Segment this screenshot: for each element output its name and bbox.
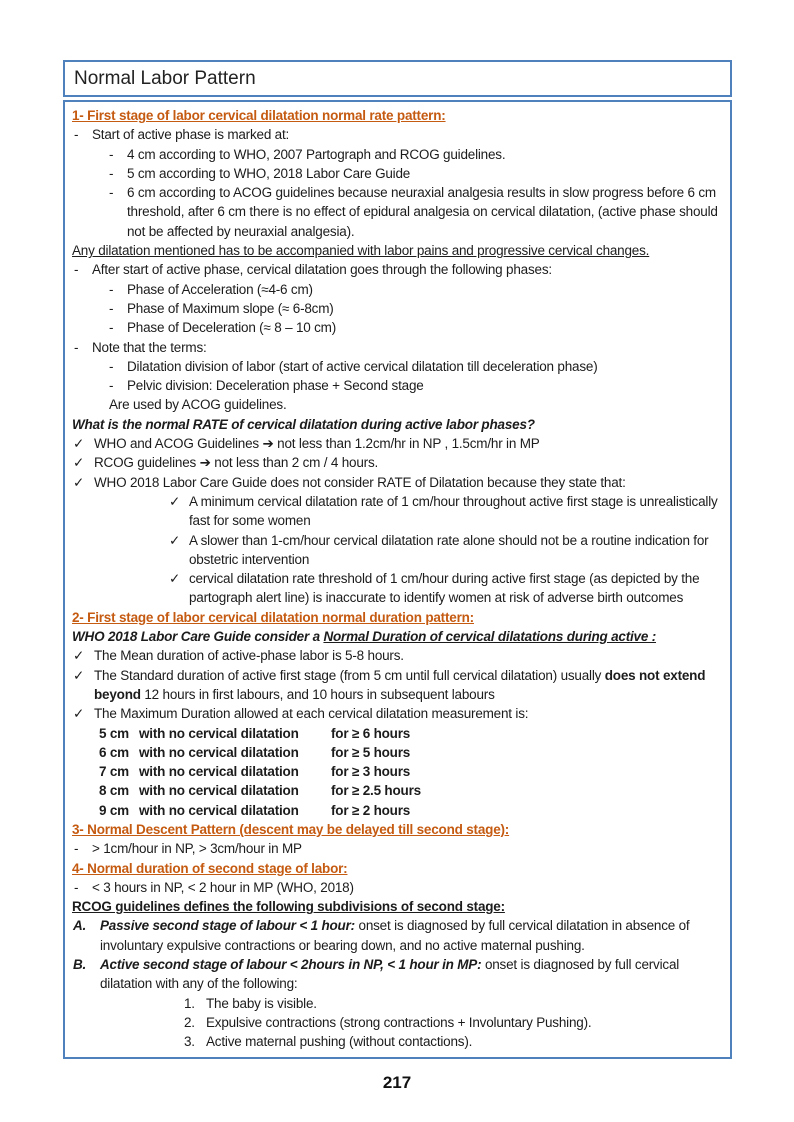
table-cell: for ≥ 6 hours bbox=[331, 725, 411, 741]
paragraph-dash1 bbox=[72, 338, 722, 357]
table-cell: with no cervical dilatation bbox=[139, 783, 299, 799]
list-marker: A. bbox=[73, 918, 87, 934]
text-segment: Start of active phase is marked at: bbox=[92, 127, 290, 143]
paragraph-check2 bbox=[72, 531, 722, 570]
list-marker: - bbox=[109, 378, 114, 394]
paragraph-check1 bbox=[72, 434, 722, 453]
content-box bbox=[63, 100, 732, 1059]
table-cell: with no cervical dilatation bbox=[139, 802, 299, 818]
text-segment: Expulsive contractions (strong contractions + Involuntary Pushing). bbox=[206, 1014, 592, 1030]
paragraph-check1 bbox=[72, 646, 722, 665]
list-marker: - bbox=[74, 127, 79, 143]
paragraph-check1 bbox=[72, 453, 722, 472]
paragraph-h bbox=[72, 859, 722, 878]
paragraph-num bbox=[72, 994, 722, 1013]
table-cell: with no cervical dilatation bbox=[139, 764, 299, 780]
page-title: Normal Labor Pattern bbox=[74, 67, 256, 89]
text-segment: Any dilatation mentioned has to be accompanied with labor pains and progressive cervical changes. bbox=[72, 243, 650, 259]
list-marker: B. bbox=[73, 957, 87, 973]
list-marker: 3. bbox=[184, 1034, 195, 1050]
list-marker: - bbox=[109, 146, 114, 162]
list-marker: - bbox=[109, 185, 114, 201]
table-cell: with no cervical dilatation bbox=[139, 744, 299, 760]
table-cell: 9 cm bbox=[99, 802, 129, 818]
paragraph-plain2 bbox=[72, 395, 722, 414]
text-segment: RCOG guidelines defines the following subdivisions of second stage: bbox=[72, 899, 505, 915]
text-segment: A slower than 1-cm/hour cervical dilatation rate alone should not be a routine indication for obstetric intervention bbox=[189, 532, 709, 567]
text-segment: 4- Normal duration of second stage of labor: bbox=[72, 860, 348, 876]
text-segment: 4 cm according to WHO, 2007 Partograph and RCOG guidelines. bbox=[127, 146, 506, 162]
table-cell: 6 cm bbox=[99, 744, 129, 760]
text-segment: After start of active phase, cervical dilatation goes through the following phases: bbox=[92, 262, 552, 278]
table-cell: 7 cm bbox=[99, 764, 129, 780]
paragraph-trow bbox=[72, 781, 722, 800]
paragraph-check1 bbox=[72, 473, 722, 492]
paragraph-trow bbox=[72, 762, 722, 781]
checkmark-icon: ✓ bbox=[73, 648, 85, 664]
text-segment: What is the normal RATE of cervical dilatation during active labor phases? bbox=[72, 416, 535, 432]
table-cell: for ≥ 2.5 hours bbox=[331, 783, 421, 799]
text-segment: Normal Duration of cervical dilatations during active : bbox=[323, 629, 657, 645]
paragraph-dash1 bbox=[72, 260, 722, 279]
paragraph-q bbox=[72, 415, 722, 434]
list-marker: - bbox=[74, 339, 79, 355]
title-box bbox=[63, 60, 732, 97]
paragraph-dash1 bbox=[72, 125, 722, 144]
text-segment: does not extend beyond bbox=[94, 667, 706, 702]
list-marker: - bbox=[109, 300, 114, 316]
paragraph-num bbox=[72, 1032, 722, 1051]
paragraph-h bbox=[72, 820, 722, 839]
paragraph-dash2 bbox=[72, 280, 722, 299]
text-segment: Note that the terms: bbox=[92, 339, 207, 355]
text-segment: Active maternal pushing (without contactions). bbox=[206, 1034, 473, 1050]
checkmark-icon: ✓ bbox=[169, 493, 181, 509]
text-segment: WHO and ACOG Guidelines ➔ not less than 1.2cm/hr in NP , 1.5cm/hr in MP bbox=[94, 436, 540, 452]
paragraph-num bbox=[72, 1013, 722, 1032]
text-segment: 2- First stage of labor cervical dilatation normal duration pattern: bbox=[72, 609, 474, 625]
text-segment: The baby is visible. bbox=[206, 995, 317, 1011]
list-marker: - bbox=[74, 262, 79, 278]
paragraph-trow bbox=[72, 724, 722, 743]
table-cell: for ≥ 3 hours bbox=[331, 764, 411, 780]
paragraph-h bbox=[72, 106, 722, 125]
checkmark-icon: ✓ bbox=[169, 571, 181, 587]
text-segment: Pelvic division: Deceleration phase + Second stage bbox=[127, 378, 424, 394]
table-cell: 8 cm bbox=[99, 783, 129, 799]
paragraph-check2 bbox=[72, 569, 722, 608]
text-segment: Phase of Deceleration (≈ 8 – 10 cm) bbox=[127, 320, 337, 336]
list-marker: - bbox=[74, 841, 79, 857]
text-segment: > 1cm/hour in NP, > 3cm/hour in MP bbox=[92, 841, 302, 857]
text-segment: onset is diagnosed by full cervical dilatation in absence of involuntary expulsive contractions or bearing down, and no active maternal pushing. bbox=[100, 918, 690, 953]
table-cell: for ≥ 5 hours bbox=[331, 744, 411, 760]
text-segment: WHO 2018 Labor Care Guide consider a bbox=[72, 629, 324, 645]
text-segment: Active second stage of labour < 2hours in NP, < 1 hour in MP: bbox=[100, 957, 482, 973]
text-segment: Phase of Acceleration (≈4-6 cm) bbox=[127, 281, 313, 297]
paragraph-letter bbox=[72, 916, 722, 955]
text-segment: onset is diagnosed by full cervical dilatation with any of the following: bbox=[100, 957, 680, 992]
checkmark-icon: ✓ bbox=[73, 667, 85, 683]
page-number: 217 bbox=[382, 1073, 412, 1092]
text-segment: < 3 hours in NP, < 2 hour in MP (WHO, 2018) bbox=[92, 879, 354, 895]
text-segment: A minimum cervical dilatation rate of 1 cm/hour throughout active first stage is unrealistically fast for some women bbox=[189, 493, 718, 529]
text-segment: WHO 2018 Labor Care Guide does not consider RATE of Dilatation because they state that: bbox=[94, 474, 626, 490]
paragraph-dash2 bbox=[72, 376, 722, 395]
paragraph-dash2 bbox=[72, 164, 722, 183]
paragraph-plain bbox=[72, 241, 722, 260]
table-cell: with no cervical dilatation bbox=[139, 725, 299, 741]
text-segment: The Maximum Duration allowed at each cervical dilatation measurement is: bbox=[94, 706, 529, 722]
paragraph-dash1 bbox=[72, 878, 722, 897]
text-segment: The Standard duration of active first stage (from 5 cm until full cervical dilatation) usually bbox=[94, 667, 605, 683]
paragraph-q bbox=[72, 627, 722, 646]
list-marker: 1. bbox=[184, 995, 195, 1011]
paragraph-trow bbox=[72, 743, 722, 762]
paragraph-letter bbox=[72, 955, 722, 994]
text-segment: Are used by ACOG guidelines. bbox=[109, 397, 287, 413]
text-segment: The Mean duration of active-phase labor is 5-8 hours. bbox=[94, 648, 404, 664]
text-segment: 1- First stage of labor cervical dilatation normal rate pattern: bbox=[72, 108, 446, 123]
list-marker: - bbox=[109, 281, 114, 297]
paragraph-check1 bbox=[72, 704, 722, 723]
checkmark-icon: ✓ bbox=[73, 436, 85, 452]
table-cell: 5 cm bbox=[99, 725, 129, 741]
text-segment: cervical dilatation rate threshold of 1 cm/hour during active first stage (as depicted by the partograph alert line) is inaccurate to identify women at risk of adverse birth outcomes bbox=[189, 571, 700, 606]
paragraph-dash2 bbox=[72, 299, 722, 318]
paragraph-dash2 bbox=[72, 183, 722, 241]
paragraph-check2 bbox=[72, 492, 722, 531]
checkmark-icon: ✓ bbox=[73, 474, 85, 490]
paragraph-dash2 bbox=[72, 145, 722, 164]
paragraph-dash1 bbox=[72, 839, 722, 858]
text-segment: 5 cm according to WHO, 2018 Labor Care Guide bbox=[127, 165, 411, 181]
list-marker: 2. bbox=[184, 1014, 195, 1030]
text-segment: Dilatation division of labor (start of active cervical dilatation till deceleration phase) bbox=[127, 358, 598, 374]
paragraph-h bbox=[72, 608, 722, 627]
paragraph-check1 bbox=[72, 666, 722, 705]
text-segment: RCOG guidelines ➔ not less than 2 cm / 4 hours. bbox=[94, 455, 379, 471]
paragraph-plain bbox=[72, 897, 722, 916]
paragraph-dash2 bbox=[72, 357, 722, 376]
checkmark-icon: ✓ bbox=[169, 532, 181, 548]
checkmark-icon: ✓ bbox=[73, 706, 85, 722]
text-segment: Phase of Maximum slope (≈ 6-8cm) bbox=[127, 300, 334, 316]
list-marker: - bbox=[109, 358, 114, 374]
text-segment: 3- Normal Descent Pattern (descent may be delayed till second stage): bbox=[72, 821, 510, 837]
text-segment: 6 cm according to ACOG guidelines because neuraxial analgesia results in slow progress before 6 cm threshold, after 6 cm there is no effect of epidural analgesia on cervical dilatation, (active phase should not be affected by neuraxial analgesia). bbox=[127, 185, 718, 239]
list-marker: - bbox=[109, 320, 114, 336]
text-segment: Passive second stage of labour < 1 hour: bbox=[100, 918, 355, 934]
table-cell: for ≥ 2 hours bbox=[331, 802, 411, 818]
list-marker: - bbox=[74, 879, 79, 895]
paragraph-dash2 bbox=[72, 318, 722, 337]
checkmark-icon: ✓ bbox=[73, 455, 85, 471]
paragraph-trow bbox=[72, 801, 722, 820]
list-marker: - bbox=[109, 165, 114, 181]
text-segment: 12 hours in first labours, and 10 hours in subsequent labours bbox=[140, 686, 495, 702]
